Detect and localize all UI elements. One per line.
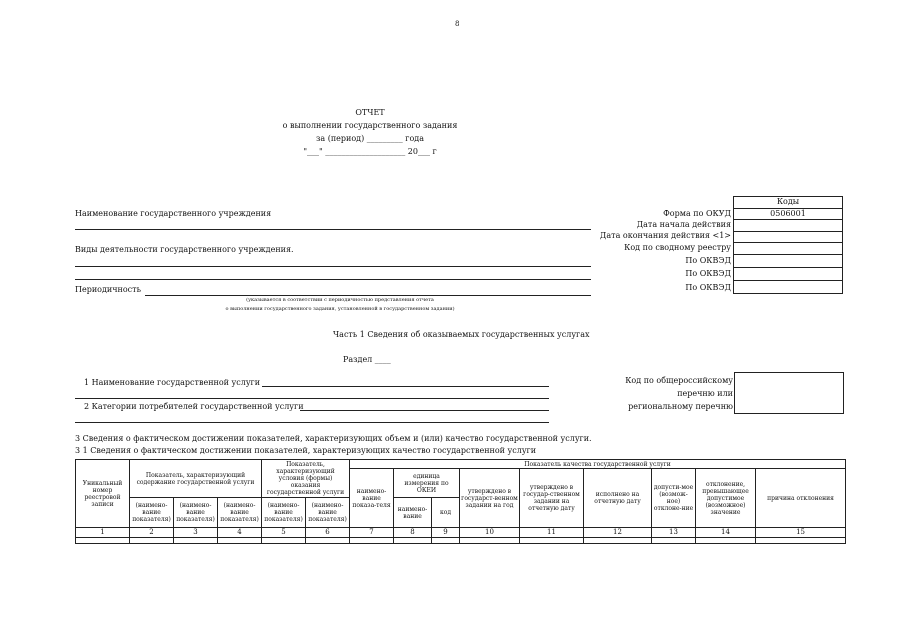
subheader-conditions-1: (наимено-вание показателя) bbox=[262, 498, 306, 528]
col-number: 4 bbox=[218, 528, 262, 538]
header-reason: причина отклонения bbox=[756, 469, 846, 528]
service-code-label-2: перечню или bbox=[677, 389, 733, 398]
table-cell bbox=[652, 538, 696, 544]
col-number: 12 bbox=[584, 528, 652, 538]
okved-label-2: По ОКВЭД bbox=[685, 269, 731, 278]
col-number: 8 bbox=[394, 528, 432, 538]
institution-name-line bbox=[75, 229, 591, 230]
periodicity-note-1: (указывается в соответствии с периодичностью представления отчета bbox=[246, 297, 434, 303]
report-subtitle: о выполнении государственного задания bbox=[282, 121, 458, 130]
table-cell bbox=[584, 538, 652, 544]
table-cell bbox=[350, 538, 394, 544]
codes-header: Коды bbox=[734, 197, 843, 209]
header-allowed-deviation: допусти-мое (возмож-ное) отклоне-ние bbox=[652, 469, 696, 528]
okved-cell-2 bbox=[734, 267, 843, 280]
report-period: за (период) _________ года bbox=[316, 134, 424, 143]
header-conditions: Показатель, характеризующий условия (формы) оказания государственной услуги bbox=[262, 460, 350, 498]
table-cell bbox=[520, 538, 584, 544]
section3-line2: 3 1 Сведения о фактическом достижении показателей, характеризующих качество государственной услуги bbox=[75, 446, 537, 455]
part-title: Часть 1 Сведения об оказываемых государственных услугах bbox=[333, 330, 590, 339]
okved-cell-3 bbox=[734, 280, 843, 293]
page-number: 8 bbox=[455, 20, 460, 28]
periodicity-line bbox=[145, 295, 591, 296]
registry-label: Код по сводному реестру bbox=[624, 243, 731, 252]
consumer-categories-label: 2 Категории потребителей государственной услуги bbox=[84, 402, 304, 411]
section-label: Раздел ____ bbox=[343, 355, 391, 364]
subheader-content-2: (наимено-вание показателя) bbox=[174, 498, 218, 528]
okved-label-3: По ОКВЭД bbox=[685, 283, 731, 292]
section3-line1: 3 Сведения о фактическом достижении показателей, характеризующих объем и (или) качество государственной услуги. bbox=[75, 434, 592, 443]
subheader-conditions-2: (наимено-вание показателя) bbox=[306, 498, 350, 528]
quality-indicators-table bbox=[75, 459, 846, 544]
table-cell bbox=[218, 538, 262, 544]
consumer-categories-line-2 bbox=[75, 422, 549, 423]
col-number: 13 bbox=[652, 528, 696, 538]
periodicity-label: Периодичность bbox=[75, 285, 141, 294]
table-cell bbox=[696, 538, 756, 544]
okud-label: Форма по ОКУД bbox=[663, 209, 731, 218]
registry-code-cell bbox=[734, 243, 843, 255]
col-number: 7 bbox=[350, 528, 394, 538]
col-number: 5 bbox=[262, 528, 306, 538]
codes-table bbox=[733, 196, 843, 294]
report-date: "___" ____________________ 20___ г bbox=[303, 147, 437, 156]
okud-code-cell: 0506001 bbox=[734, 208, 843, 220]
activities-line-1 bbox=[75, 266, 591, 267]
col-number: 15 bbox=[756, 528, 846, 538]
header-indicator-name: наимено-вание показа-теля bbox=[350, 469, 394, 528]
col-number: 9 bbox=[432, 528, 460, 538]
report-title: ОТЧЕТ bbox=[355, 108, 385, 117]
service-code-label-3: региональному перечню bbox=[628, 402, 733, 411]
okved-label-1: По ОКВЭД bbox=[685, 256, 731, 265]
activities-label: Виды деятельности государственного учреждения. bbox=[75, 245, 294, 254]
service-name-line-2 bbox=[75, 398, 549, 399]
end-date-label: Дата окончания действия <1> bbox=[599, 231, 731, 240]
start-date-cell bbox=[734, 220, 843, 232]
col-number: 10 bbox=[460, 528, 520, 538]
service-code-box bbox=[734, 372, 844, 414]
service-code-label-1: Код по общероссийскому bbox=[625, 376, 733, 385]
institution-name-label: Наименование государственного учреждения bbox=[75, 209, 272, 218]
activities-line-2 bbox=[75, 279, 591, 280]
header-quality: Показатель качества государственной услуги bbox=[350, 460, 846, 469]
header-registry: Уникальный номер реестровой записи bbox=[76, 460, 130, 528]
col-number: 3 bbox=[174, 528, 218, 538]
subheader-content-1: (наимено-вание показателя) bbox=[130, 498, 174, 528]
table-cell bbox=[394, 538, 432, 544]
table-cell bbox=[460, 538, 520, 544]
consumer-categories-line bbox=[300, 410, 549, 411]
header-approved-year: утверждено в государст-венном задании на год bbox=[460, 469, 520, 528]
start-date-label: Дата начала действия bbox=[636, 220, 731, 229]
col-number: 1 bbox=[76, 528, 130, 538]
end-date-cell bbox=[734, 231, 843, 243]
subheader-content-3: (наимено-вание показателя) bbox=[218, 498, 262, 528]
table-cell bbox=[262, 538, 306, 544]
table-cell bbox=[432, 538, 460, 544]
service-name-label: 1 Наименование государственной услуги bbox=[84, 378, 261, 387]
table-cell bbox=[756, 538, 846, 544]
header-content: Показатель, характеризующий содержание государственной услуги bbox=[130, 460, 262, 498]
col-number: 14 bbox=[696, 528, 756, 538]
table-cell bbox=[130, 538, 174, 544]
table-cell bbox=[174, 538, 218, 544]
subheader-unit-name: наимено-вание bbox=[394, 498, 432, 528]
periodicity-note-2: о выполнении государственного задания, установленной в государственном задании) bbox=[225, 306, 455, 312]
header-approved-date: утверждено в государ-ственном задании на отчетную дату bbox=[520, 469, 584, 528]
col-number: 6 bbox=[306, 528, 350, 538]
okved-cell-1 bbox=[734, 254, 843, 267]
col-number: 2 bbox=[130, 528, 174, 538]
header-unit: единица измерения по ОКЕИ bbox=[394, 469, 460, 498]
header-excess-deviation: отклонение, превышающее допустимое (возможное) значение bbox=[696, 469, 756, 528]
table-cell bbox=[76, 538, 130, 544]
header-executed: исполнено на отчетную дату bbox=[584, 469, 652, 528]
service-name-line bbox=[262, 386, 549, 387]
col-number: 11 bbox=[520, 528, 584, 538]
table-cell bbox=[306, 538, 350, 544]
subheader-unit-code: код bbox=[432, 498, 460, 528]
